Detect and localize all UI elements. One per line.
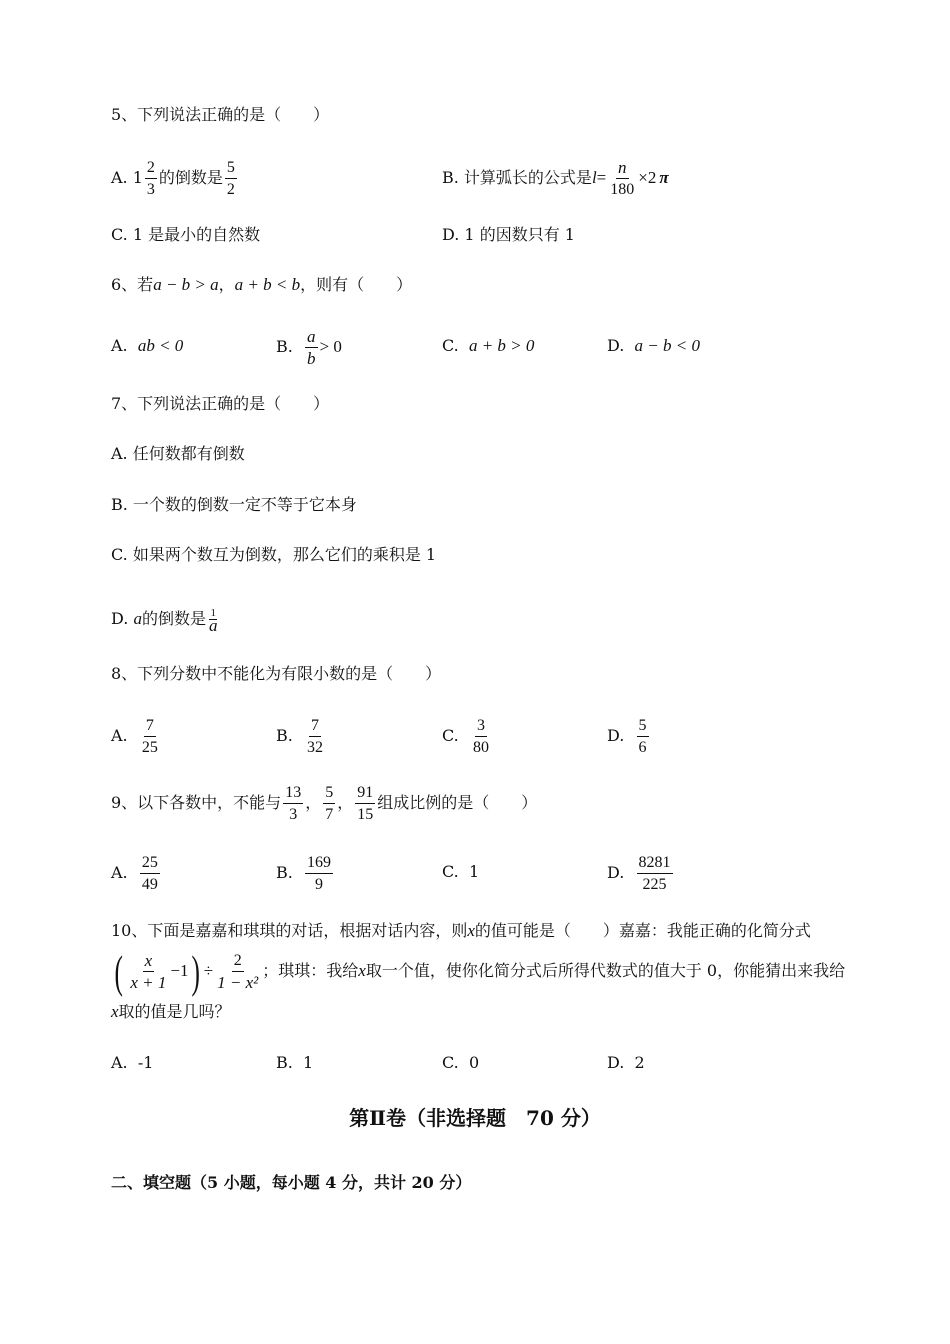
- q8-option-b: B. $\frac{7}{32}$: [276, 717, 324, 756]
- q5-stem: 5、下列说法正确的是（ ）: [111, 105, 330, 124]
- q5-b-l: l: [591, 168, 597, 187]
- q10-expr-fraction: $\frac{x}{x + 1}$: [130, 951, 167, 992]
- q6-stem-pre: 6、若: [111, 275, 154, 294]
- q5-b-tail: ×2: [638, 168, 657, 187]
- q10-option-c: C. 0: [442, 1053, 480, 1072]
- q6-cond1: a − b > a: [153, 275, 219, 294]
- q7-option-a: A. 任何数都有倒数: [111, 444, 245, 463]
- q10-line1: 10、下面是嘉嘉和琪琪的对话，根据对话内容，则x的值可能是（ ）嘉嘉：我能正确的化简分式: [111, 921, 811, 940]
- q6-b-fraction: $\frac{a}{b}$: [307, 327, 316, 368]
- q9-stem: 9、以下各数中，不能与 $\frac{13}{3}$ ， $\frac{5}{7}$ ， $\frac{91}{15}$ 组成比例的是（ ）: [111, 784, 538, 823]
- q10-left-paren: (: [114, 945, 123, 997]
- q7-d-fraction: $\frac{1}{a}$: [208, 607, 218, 635]
- q6-stem: [111, 275, 412, 295]
- q5-b-prefix: B. 计算弧长的公式是: [442, 168, 592, 187]
- q6-option-c: C. a + b > 0: [442, 336, 535, 355]
- q5-option-a: [111, 158, 239, 199]
- q8-option-d: D. $\frac{5}{6}$: [607, 717, 647, 756]
- q9-option-d: D. $\frac{8281}{225}$: [607, 854, 671, 893]
- q5-option-d: D. 1 的因数只有 1: [442, 225, 575, 244]
- q8-option-c: C. $\frac{3}{80}$: [442, 717, 489, 756]
- q5-b-pi: π: [659, 168, 669, 187]
- q10-line3: x取的值是几吗？: [111, 1002, 231, 1021]
- q9-f1: $\frac{13}{3}$: [285, 784, 302, 823]
- q9-f3: $\frac{91}{15}$: [357, 784, 374, 823]
- q10-right-paren: ): [191, 945, 201, 997]
- q6-option-a: A. ab < 0: [111, 336, 184, 355]
- q6-option-b: B. $\frac{a}{b}$ > 0: [276, 327, 342, 368]
- q8-option-a: A. $\frac{7}{25}$: [111, 717, 158, 756]
- q5-a-result-fraction: $\frac{5}{2}$: [226, 159, 235, 198]
- q5-b-eq: =: [596, 168, 607, 187]
- q5-option-b: [442, 158, 669, 199]
- q9-option-c: C. 1: [442, 862, 480, 881]
- q6-sep: ，: [218, 275, 235, 294]
- q10-line2: ( $\frac{x}{x + 1}$ −1) ÷ $\frac{2}{\text{1 − x²}}$ ；琪琪：我给x取一个值，使你化简分式后所得代数式的值大于 0，你能猜出来我给: [114, 945, 846, 997]
- q7-stem: 7、下列说法正确的是（ ）: [111, 394, 330, 413]
- q9-f2: $\frac{5}{7}$: [325, 784, 334, 823]
- q7-option-c: C. 如果两个数互为倒数，那么它们的乘积是 1: [111, 545, 437, 564]
- q5-a-prefix: A. 1: [111, 168, 143, 187]
- section-fill-in-blank: 二、填空题（5 小题，每小题 4 分，共计 20 分）: [111, 1173, 472, 1192]
- q9-option-a: A. $\frac{25}{49}$: [111, 854, 158, 893]
- q9-option-b: B. $\frac{169}{9}$: [276, 854, 332, 893]
- q5-a-mid: 的倒数是: [158, 168, 223, 187]
- q10-option-d: D. 2: [607, 1053, 645, 1072]
- q5-b-fraction: $\frac{n}{180}$: [610, 158, 635, 198]
- q10-option-b: B. 1: [276, 1053, 314, 1072]
- part2-title: 第Ⅱ卷（非选择题 70 分）: [349, 1106, 601, 1130]
- q10-expr2-fraction: $\frac{2}{\text{1 − x²}}$: [217, 952, 259, 992]
- q10-option-a: A. -1: [111, 1053, 154, 1072]
- q5-option-c: C. 1 是最小的自然数: [111, 225, 261, 244]
- q6-stem-post: ，则有（ ）: [300, 275, 413, 294]
- q6-cond2: a + b < b: [234, 275, 301, 294]
- q7-option-b: B. 一个数的倒数一定不等于它本身: [111, 495, 357, 514]
- q6-option-d: D. a − b < 0: [607, 336, 700, 355]
- q8-stem: 8、下列分数中不能化为有限小数的是（ ）: [111, 664, 442, 683]
- q7-option-d: D. a的倒数是 $\frac{1}{a}$: [111, 607, 218, 635]
- q5-a-fraction: $\frac{2}{3}$: [146, 159, 155, 198]
